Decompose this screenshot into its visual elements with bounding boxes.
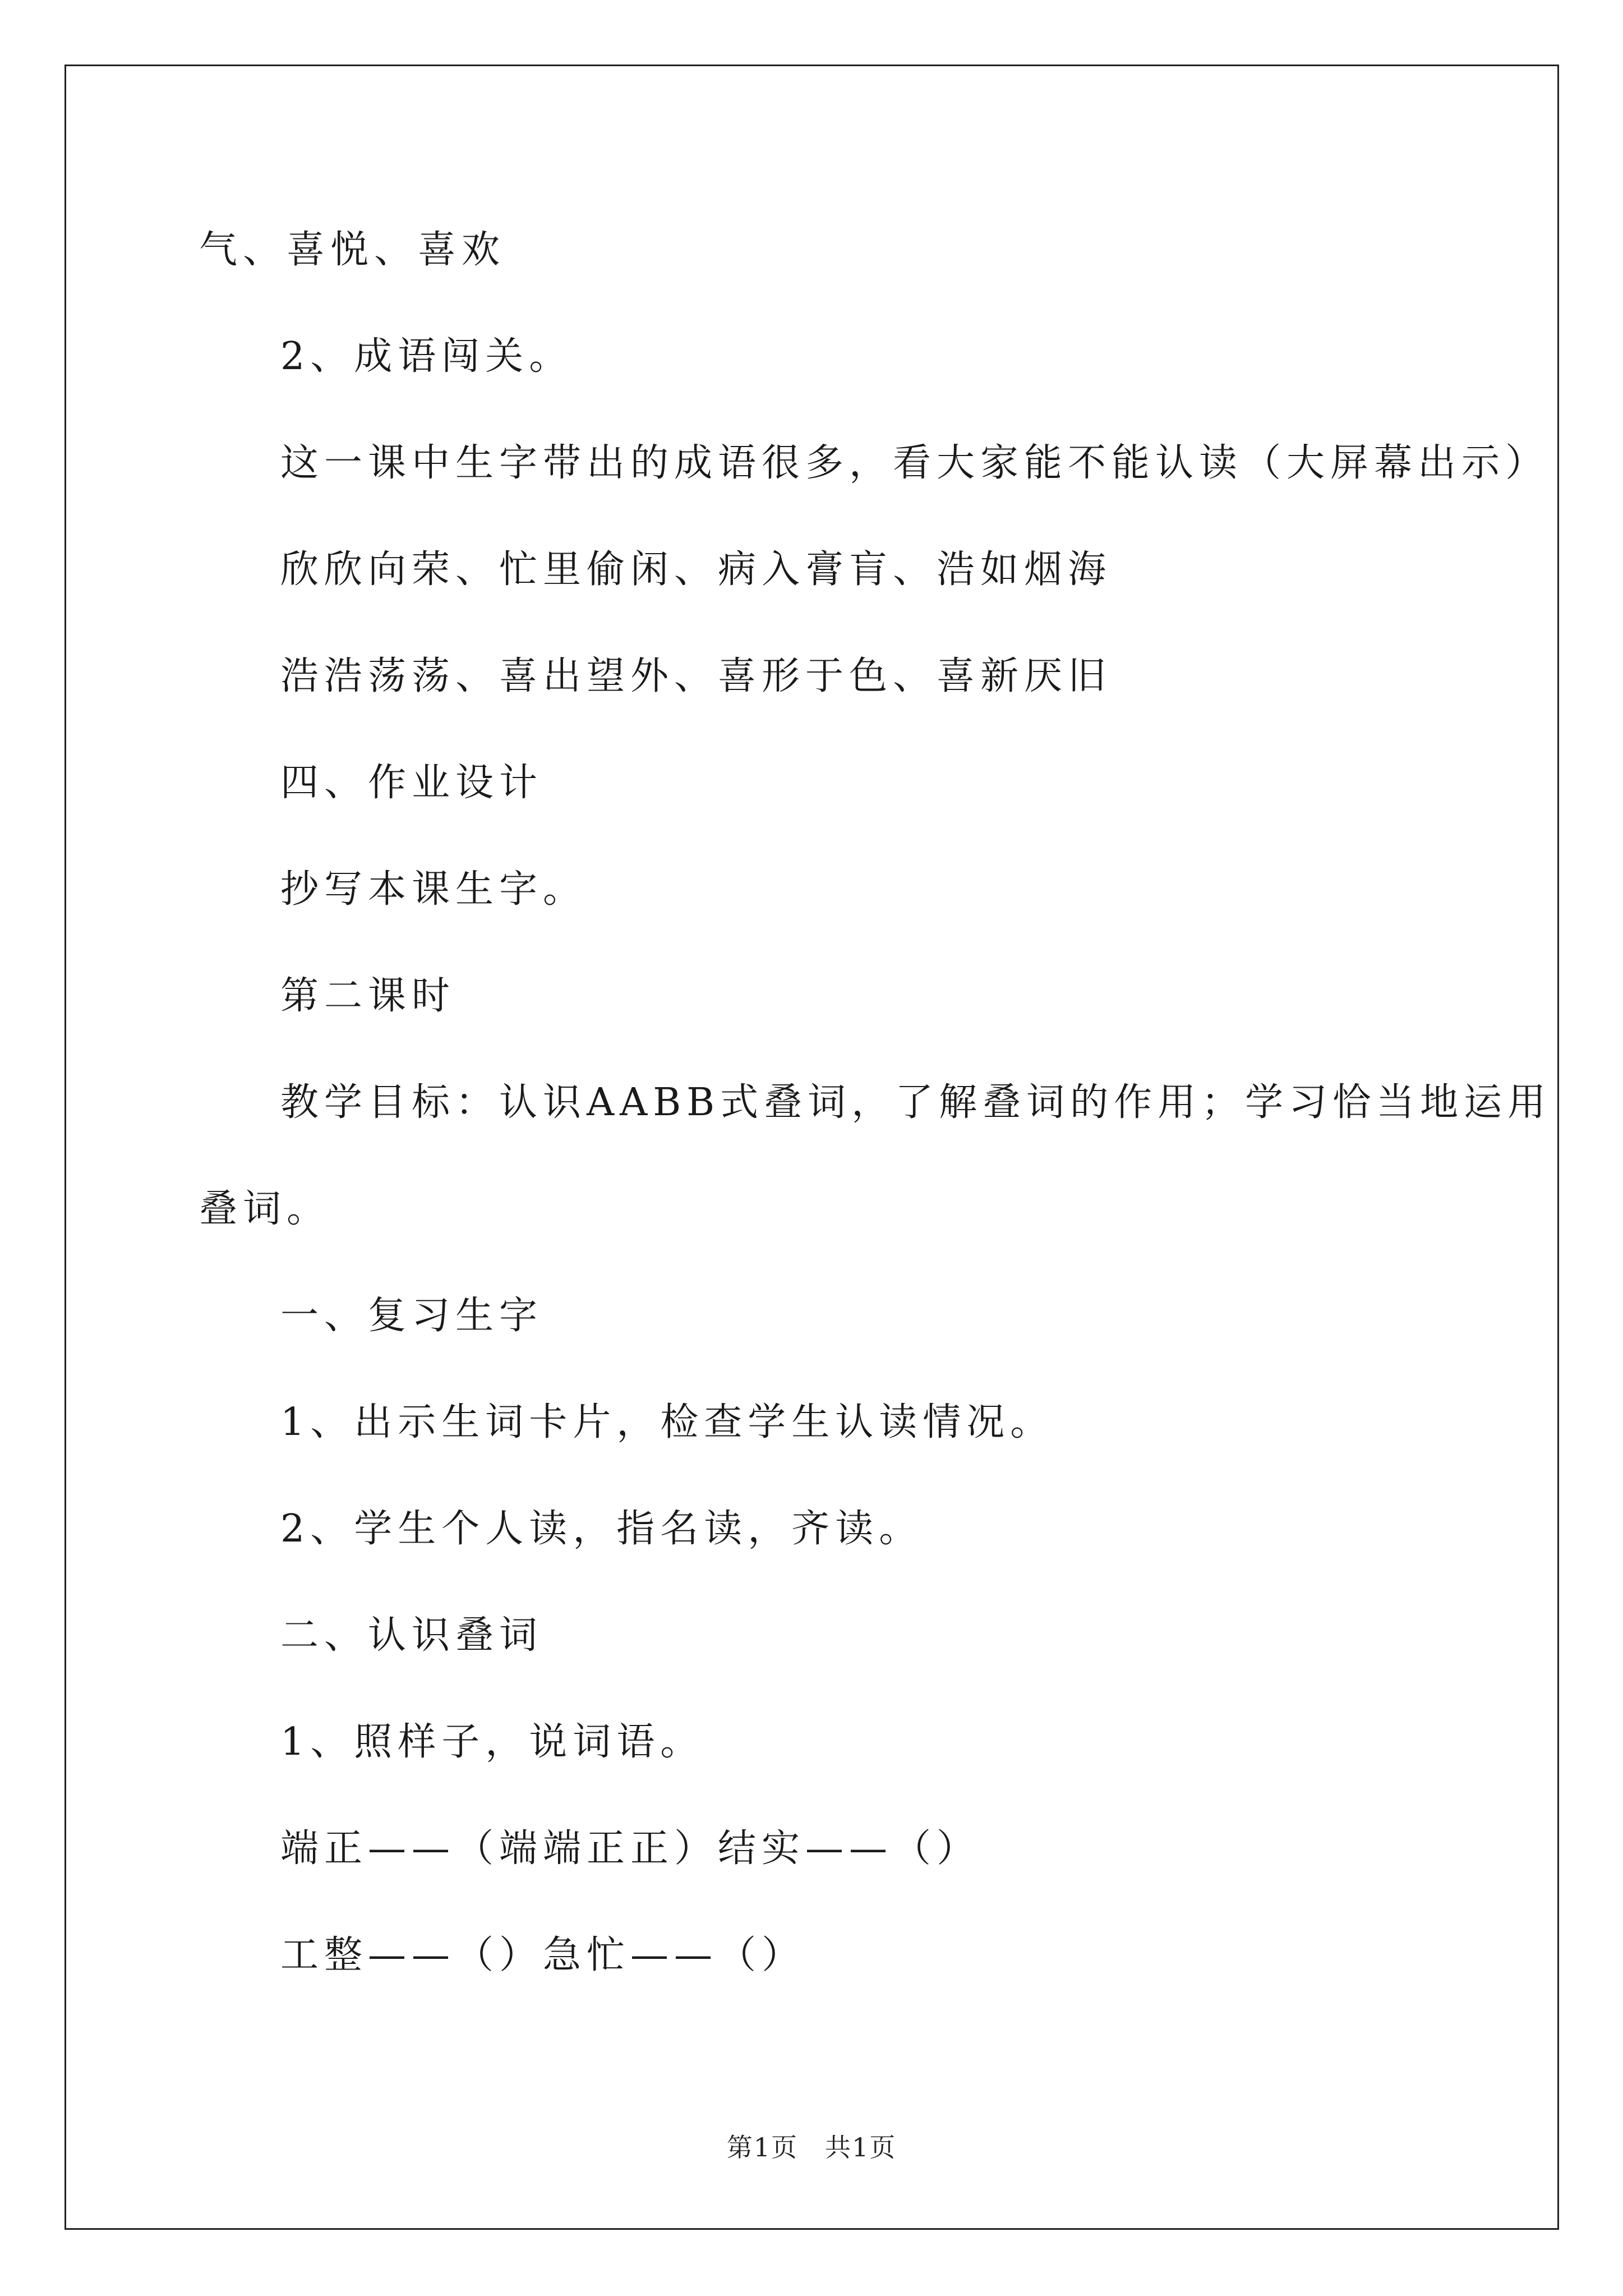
text-line: 教学目标：认识AABB式叠词，了解叠词的作用；学习恰当地运用 <box>280 1080 1552 1125</box>
text-line: 1、照样子，说词语。 <box>280 1720 704 1764</box>
text-line: 叠词。 <box>199 1187 331 1231</box>
text-line: 2、成语闯关。 <box>280 334 573 379</box>
section-heading: 二、认识叠词 <box>280 1613 543 1658</box>
text-line: 这一课中生字带出的成语很多，看大家能不能认读（大屏幕出示） <box>280 441 1550 485</box>
section-heading: 第二课时 <box>280 974 456 1018</box>
page-number: 第1页 共1页 <box>726 2132 897 2162</box>
text-line: 抄写本课生字。 <box>280 867 587 912</box>
text-line: 浩浩荡荡、喜出望外、喜形于色、喜新厌旧 <box>280 654 1112 698</box>
text-line: 端正——（端端正正）结实——（） <box>280 1826 981 1871</box>
section-heading: 一、复习生字 <box>280 1294 543 1338</box>
text-line: 欣欣向荣、忙里偷闲、病入膏肓、浩如烟海 <box>280 547 1112 592</box>
text-line: 气、喜悦、喜欢 <box>199 228 506 272</box>
text-line: 2、学生个人读，指名读，齐读。 <box>280 1507 923 1551</box>
text-line: 工整——（）急忙——（） <box>280 1933 806 1977</box>
section-heading: 四、作业设计 <box>280 761 543 805</box>
text-line: 1、出示生词卡片，检查学生认读情况。 <box>280 1400 1054 1444</box>
